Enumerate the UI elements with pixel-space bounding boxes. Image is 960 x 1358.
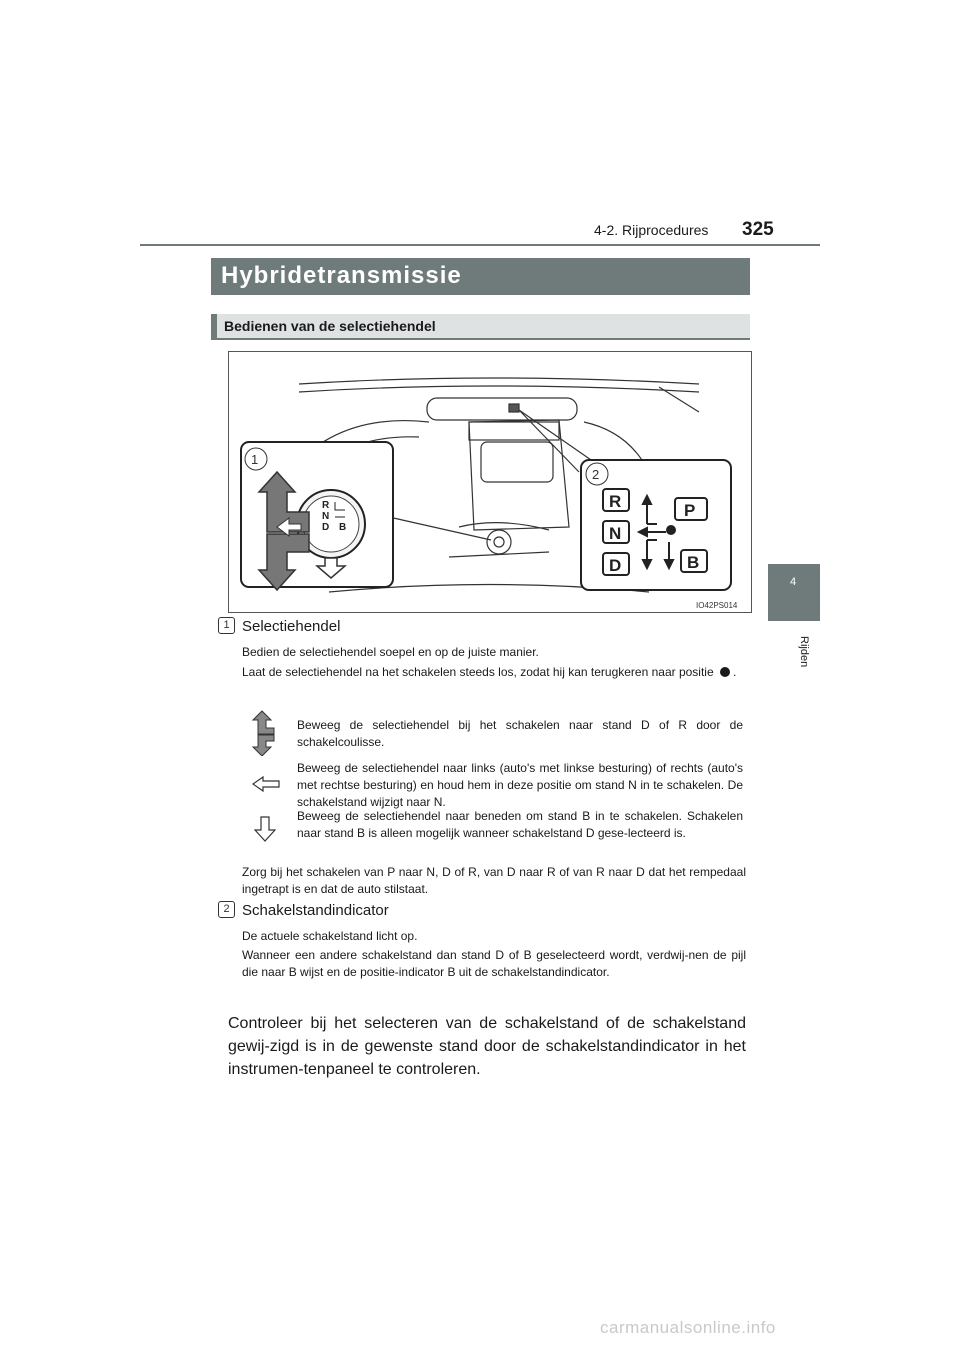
- subtitle: Bedienen van de selectiehendel: [224, 318, 436, 334]
- dashboard-illustration: [229, 352, 751, 612]
- lever-callout: [241, 442, 393, 590]
- indicator-p: P: [684, 501, 696, 520]
- figure-code: IO42PS014: [696, 601, 738, 610]
- header-rule: [140, 244, 820, 246]
- item-1-para-1: Bedien de selectiehendel soepel en op de juiste manier.: [242, 645, 539, 659]
- item-1-para-3: Zorg bij het schakelen van P naar N, D of R, van D naar R of van R naar D dat het rempedaal ingetrapt is en dat de auto stilstaat.: [242, 865, 746, 896]
- indicator-n: N: [609, 524, 622, 543]
- neutral-position-dot-icon: [720, 667, 730, 677]
- chapter-label: Rijden: [798, 636, 810, 668]
- indicator-d: D: [609, 556, 622, 575]
- knob-letter-b: B: [339, 522, 347, 533]
- indicator-r: R: [609, 492, 622, 511]
- legend-text-3: Beweeg de selectiehendel naar beneden om stand B in te schakelen. Schakelen naar stand B is alleen mogelijk wanneer schakelstand D gese-lecteerd is.: [297, 809, 743, 840]
- section-reference: 4-2. Rijprocedures: [594, 222, 709, 238]
- dashboard-figure: [228, 351, 752, 613]
- chapter-tab: [768, 564, 820, 621]
- page-title: Hybridetransmissie: [221, 262, 462, 289]
- page-number: 325: [742, 219, 774, 240]
- left-arrow-icon: [252, 776, 280, 792]
- knob-letter-n: N: [322, 511, 330, 522]
- closing-paragraph: Controleer bij het selecteren van de schakelstand of de schakelstand gewij-zigd is in de gewenste stand door de schakelstandindicator in het instrumen-tenpaneel te controleren.: [228, 1015, 746, 1078]
- knob-letter-r: R: [322, 500, 330, 511]
- subtitle-accent: [211, 314, 217, 340]
- item-1-para-2: [242, 664, 746, 681]
- shift-up-down-arrow-icon: [250, 710, 278, 756]
- legend-text-1: Beweeg de selectiehendel bij het schakelen naar stand D of R door de schakelcoulisse.: [297, 718, 743, 749]
- item-1-heading: Selectiehendel: [242, 618, 341, 635]
- item-2-para-2: Wanneer een andere schakelstand dan stand D of B geselecteerd wordt, verdwij-nen de pijl die naar B wijst en de positie-indicator B uit de schakelstandindicator.: [242, 948, 746, 979]
- chapter-number: 4: [790, 576, 797, 588]
- indicator-b: B: [687, 553, 700, 572]
- legend-text-2: Beweeg de selectiehendel naar links (auto's met linkse besturing) of rechts (auto's met rechtse besturing) en houd hem in deze positie om stand N in te schakelen. De schakelstand wijzigt naar N.: [297, 761, 743, 809]
- watermark: carmanualsonline.info: [600, 1318, 776, 1337]
- callout-2-label: 2: [592, 467, 600, 482]
- item-1-para-2-end: .: [733, 665, 737, 679]
- knob-letter-d: D: [322, 522, 330, 533]
- callout-1-label: 1: [251, 452, 259, 467]
- item-2-para-1: De actuele schakelstand licht op.: [242, 929, 418, 943]
- item-1-badge: 1: [218, 617, 235, 634]
- indicator-callout: [581, 460, 731, 590]
- down-arrow-icon: [254, 816, 276, 842]
- item-2-heading: Schakelstandindicator: [242, 902, 389, 919]
- item-1-para-2-text: Laat de selectiehendel na het schakelen steeds los, zodat hij kan terugkeren naar positie: [242, 665, 714, 679]
- item-2-badge: 2: [218, 901, 235, 918]
